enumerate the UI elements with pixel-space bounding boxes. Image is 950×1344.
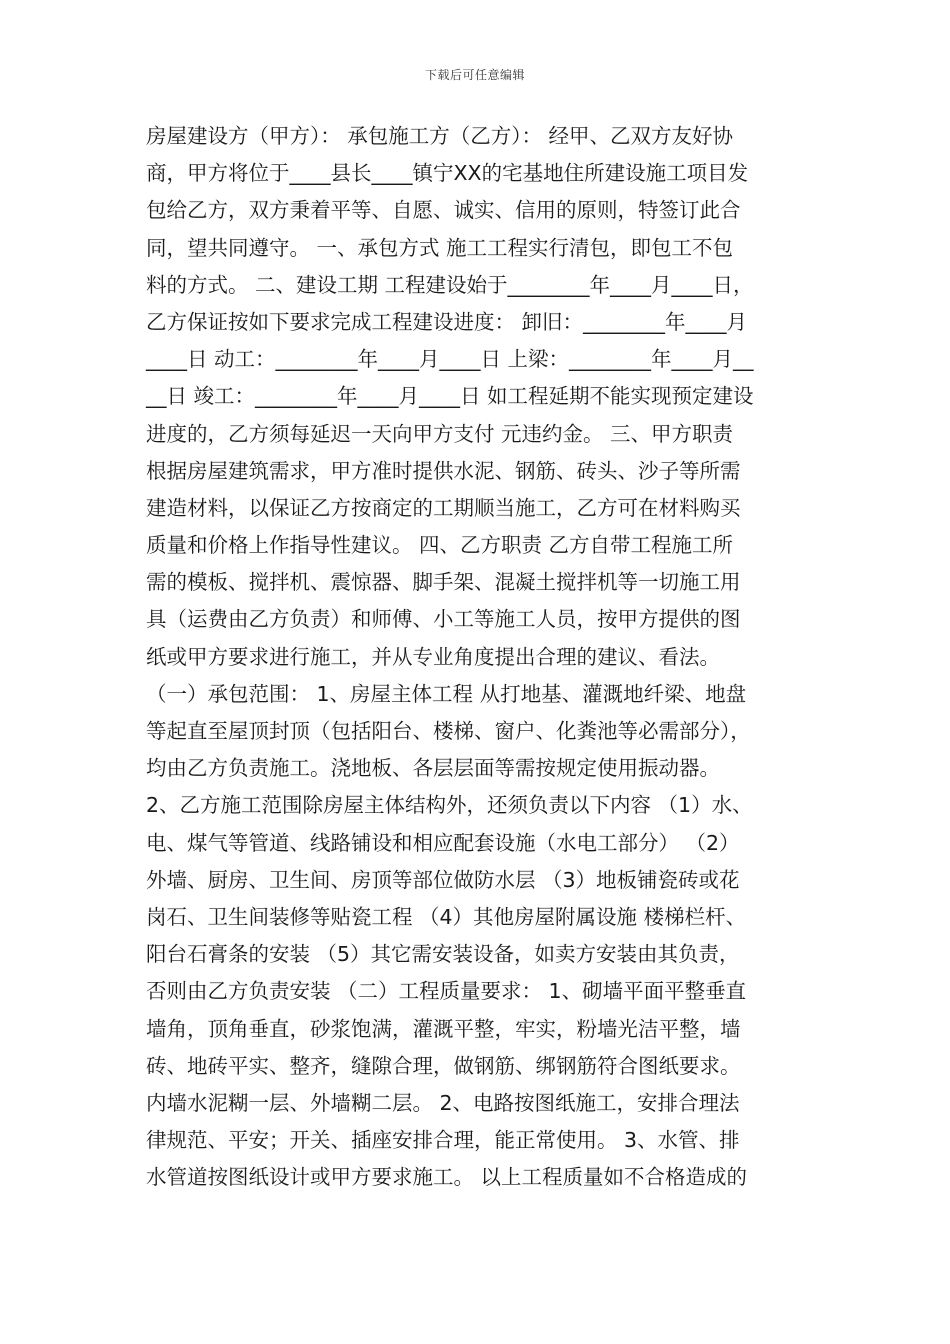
text-line: （一）承包范围： 1、房屋主体工程 从打地基、灌溉地纤梁、地盘 [146,681,747,706]
header-note: 下载后可任意编辑 [424,68,525,82]
text-line: 等起直至屋顶封顶（包括阳台、楼梯、窗户、化粪池等必需部分）， [146,719,751,743]
text-line: 电、煤气等管道、线路铺设和相应配套设施（水电工部分） （2） [146,830,740,855]
text-line: 包给乙方，双方秉着平等、自愿、诚实、信用的原则，特签订此合 [146,198,741,223]
text-line: 房屋建设方（甲方）： 承包施工方（乙方）： 经甲、乙双方友好协 [146,124,734,148]
text-line: 建造材料，以保证乙方按商定的工期顺当施工，乙方可在材料购买 [146,495,741,520]
text-line: 岗石、卫生间装修等贴瓷工程 （4）其他房屋附属设施 楼梯栏杆、 [146,904,747,929]
text-line: 乙方保证按如下要求完成工程建设进度： 卸旧：________年____月 [146,309,748,334]
text-line: 均由乙方负责施工。浇地板、各层层面等需按规定使用振动器。 [146,756,720,781]
text-line: ____日 动工：________年____月____日 上梁：________年____月__ [146,347,754,372]
text-line: 质量和价格上作指导性建议。 四、乙方职责 乙方自带工程施工所 [146,533,734,558]
text-line: 商，甲方将位于____县长____镇宁XX的宅基地住所建设施工项目发 [146,161,749,186]
text-line: 同，望共同遵守。 一、承包方式 施工工程实行清包，即包工不包 [146,235,734,260]
text-line: 内墙水泥糊一层、外墙糊二层。 2、电路按图纸施工，安排合理法 [146,1090,740,1115]
text-line: 阳台石膏条的安装 （5）其它需安装设备，如卖方安装由其负责， [146,942,740,967]
text-line: __日 竣工：________年____月____日 如工程延期不能实现预定建设 [146,384,754,409]
text-line: 2、乙方施工范围除房屋主体结构外，还须负责以下内容 （1）水、 [146,793,753,818]
text-line: 料的方式。 二、建设工期 工程建设始于________年____月____日， [146,272,754,297]
text-line: 律规范、平安；开关、插座安排合理，能正常使用。 3、水管、排 [146,1128,740,1153]
text-line: 纸或甲方要求进行施工，并从专业角度提出合理的建议、看法。 [146,644,720,669]
text-line: 具（运费由乙方负责）和师傅、小工等施工人员，按甲方提供的图 [146,607,741,632]
text-line: 进度的，乙方须每延迟一天向甲方支付 元违约金。 三、甲方职责 [146,421,734,446]
text-line: 外墙、厨房、卫生间、房顶等部位做防水层 （3）地板铺瓷砖或花 [146,867,740,892]
text-line: 否则由乙方负责安装 （二）工程质量要求： 1、砌墙平面平整垂直 [146,979,747,1004]
contract-body [146,118,806,1196]
text-line: 根据房屋建筑需求，甲方准时提供水泥、钢筋、砖头、沙子等所需 [146,458,741,483]
text-line: 水管道按图纸设计或甲方要求施工。 以上工程质量如不合格造成的 [146,1165,748,1190]
text-line: 墙角，顶角垂直，砂浆饱满，灌溉平整，牢实，粉墙光洁平整，墙 [146,1016,741,1041]
text-line: 砖、地砖平实、整齐，缝隙合理，做钢筋、绑钢筋符合图纸要求。 [146,1053,741,1078]
text-line: 需的模板、搅拌机、震惊器、脚手架、混凝土搅拌机等一切施工用 [146,570,741,595]
